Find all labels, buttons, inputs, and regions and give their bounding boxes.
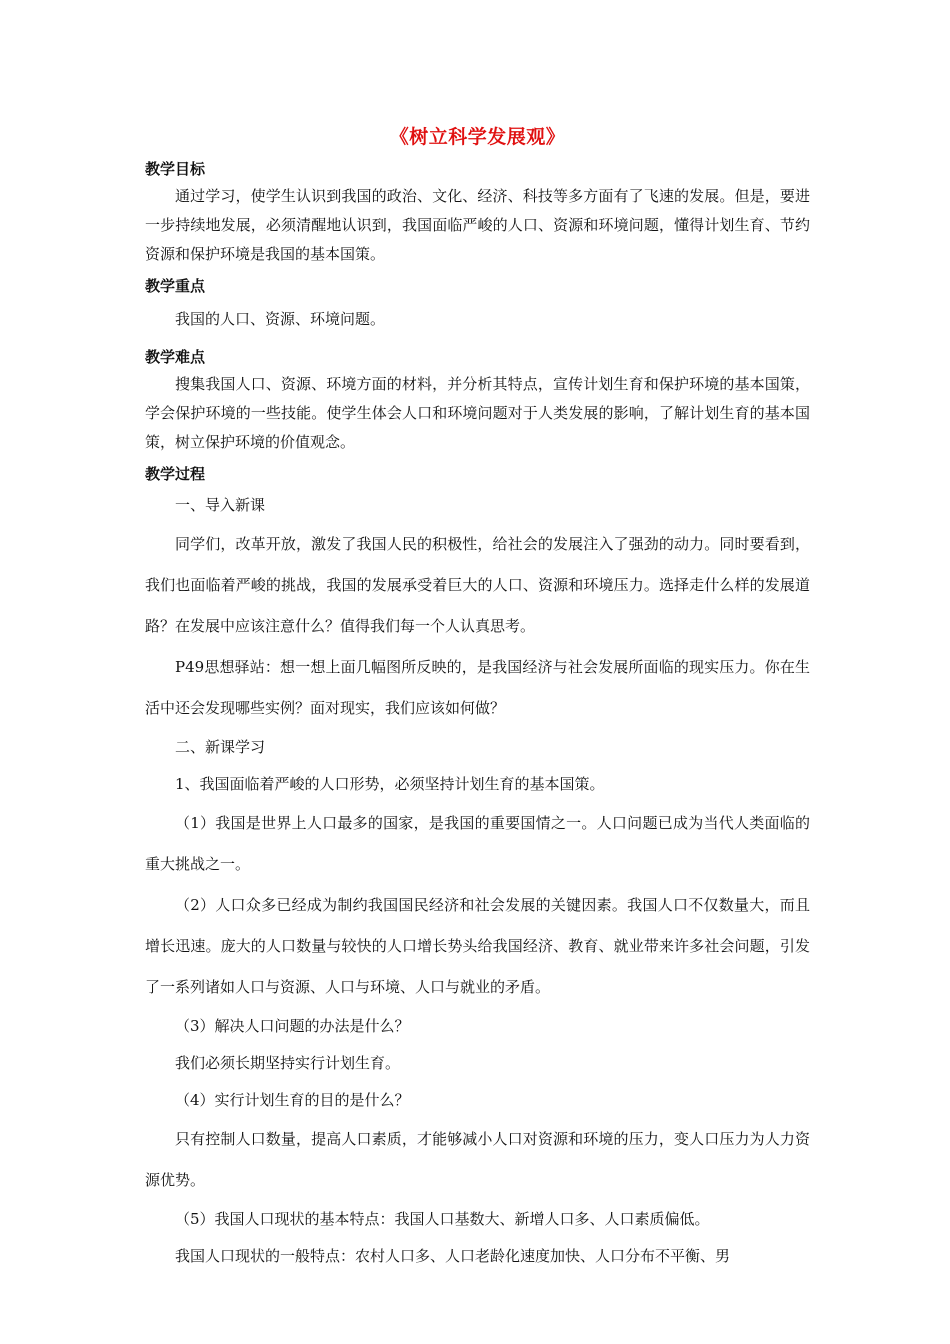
item-4-answer: 只有控制人口数量，提高人口素质，才能够减小人口对资源和环境的压力，变人口压力为人力资源优势。 (145, 1130, 810, 1189)
item-5-text: （5）我国人口现状的基本特点：我国人口基数大、新增人口多、人口素质偏低。 (175, 1210, 710, 1228)
document-title: 《树立科学发展观》 (389, 126, 566, 148)
heading-teaching-goal: 教学目标 (145, 160, 206, 178)
item-5-general-text: 我国人口现状的一般特点：农村人口多、人口老龄化速度加快、人口分布不平衡、男 (175, 1247, 731, 1265)
heading-teaching-process: 教学过程 (145, 465, 206, 483)
item-4-question: （4）实行计划生育的目的是什么？ (175, 1091, 410, 1109)
p49-thinking-station-text: P49思想驿站：想一想上面几幅图所反映的，是我国经济与社会发展所面临的现实压力。你在生活中还会发现哪些实例？面对现实，我们应该如何做？ (145, 658, 810, 717)
heading-difficulties: 教学难点 (145, 348, 206, 366)
document-page (145, 122, 810, 1275)
point-1-text: 1、我国面临着严峻的人口形势，必须坚持计划生育的基本国策。 (175, 775, 605, 793)
new-lesson-section-title: 二、新课学习 (175, 738, 266, 756)
heading-key-points: 教学重点 (145, 277, 206, 295)
difficulties-text: 搜集我国人口、资源、环境方面的材料，并分析其特点，宣传计划生育和保护环境的基本国策，学会保护环境的一些技能。使学生体会人口和环境问题对于人类发展的影响，了解计划生育的基本国策，树立保护环境的价值观念。 (145, 375, 810, 451)
teaching-goal-text: 通过学习，使学生认识到我国的政治、文化、经济、科技等多方面有了飞速的发展。但是，要进一步持续地发展，必须清醒地认识到，我国面临严峻的人口、资源和环境问题，懂得计划生育、节约资源和保护环境是我国的基本国策。 (145, 187, 810, 263)
item-3-question: （3）解决人口问题的办法是什么？ (175, 1017, 410, 1035)
intro-text: 同学们，改革开放，激发了我国人民的积极性，给社会的发展注入了强劲的动力。同时要看到，我们也面临着严峻的挑战，我国的发展承受着巨大的人口、资源和环境压力。选择走什么样的发展道路？在发展中应该注意什么？值得我们每一个人认真思考。 (145, 535, 810, 635)
key-points-text: 我国的人口、资源、环境问题。 (175, 310, 386, 328)
item-2-text: （2）人口众多已经成为制约我国国民经济和社会发展的关键因素。我国人口不仅数量大，而且增长迅速。庞大的人口数量与较快的人口增长势头给我国经济、教育、就业带来许多社会问题，引发了一系列诸如人口与资源、人口与环境、人口与就业的矛盾。 (145, 896, 810, 996)
intro-section-title: 一、导入新课 (175, 496, 266, 514)
item-1-text: （1）我国是世界上人口最多的国家，是我国的重要国情之一。人口问题已成为当代人类面临的重大挑战之一。 (145, 814, 810, 873)
item-3-answer: 我们必须长期坚持实行计划生育。 (175, 1054, 401, 1072)
